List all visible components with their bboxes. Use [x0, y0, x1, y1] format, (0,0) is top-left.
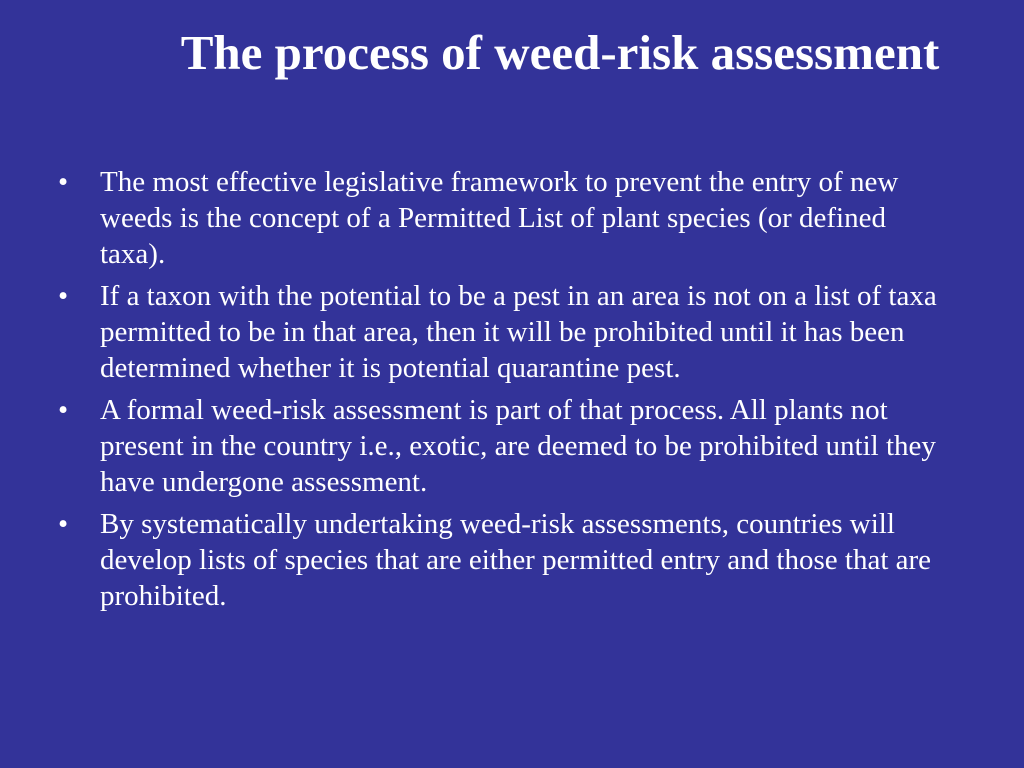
slide-title: The process of weed-risk assessment: [180, 25, 940, 80]
bullet-item-3: [58, 392, 958, 500]
bullet-item-2: [58, 278, 958, 386]
bullet-text: If a taxon with the potential to be a pest in an area is not on a list of taxa permitted to be in that area, then it will be prohibited until it has been determined whether it is potential quarantine pest.: [100, 280, 937, 384]
bullet-icon: •: [58, 394, 69, 426]
bullet-list: [58, 164, 958, 620]
bullet-text: The most effective legislative framework to prevent the entry of new weeds is the concept of a Permitted List of plant species (or defined taxa).: [100, 166, 899, 270]
bullet-item-4: [58, 506, 958, 614]
bullet-icon: •: [58, 166, 69, 198]
bullet-item-1: [58, 164, 958, 272]
bullet-text: A formal weed-risk assessment is part of that process. All plants not present in the country i.e., exotic, are deemed to be prohibited until they have undergone assessment.: [100, 394, 936, 498]
bullet-icon: •: [58, 280, 69, 312]
bullet-icon: •: [58, 508, 69, 540]
bullet-text: By systematically undertaking weed-risk assessments, countries will develop lists of species that are either permitted entry and those that are prohibited.: [100, 508, 932, 612]
